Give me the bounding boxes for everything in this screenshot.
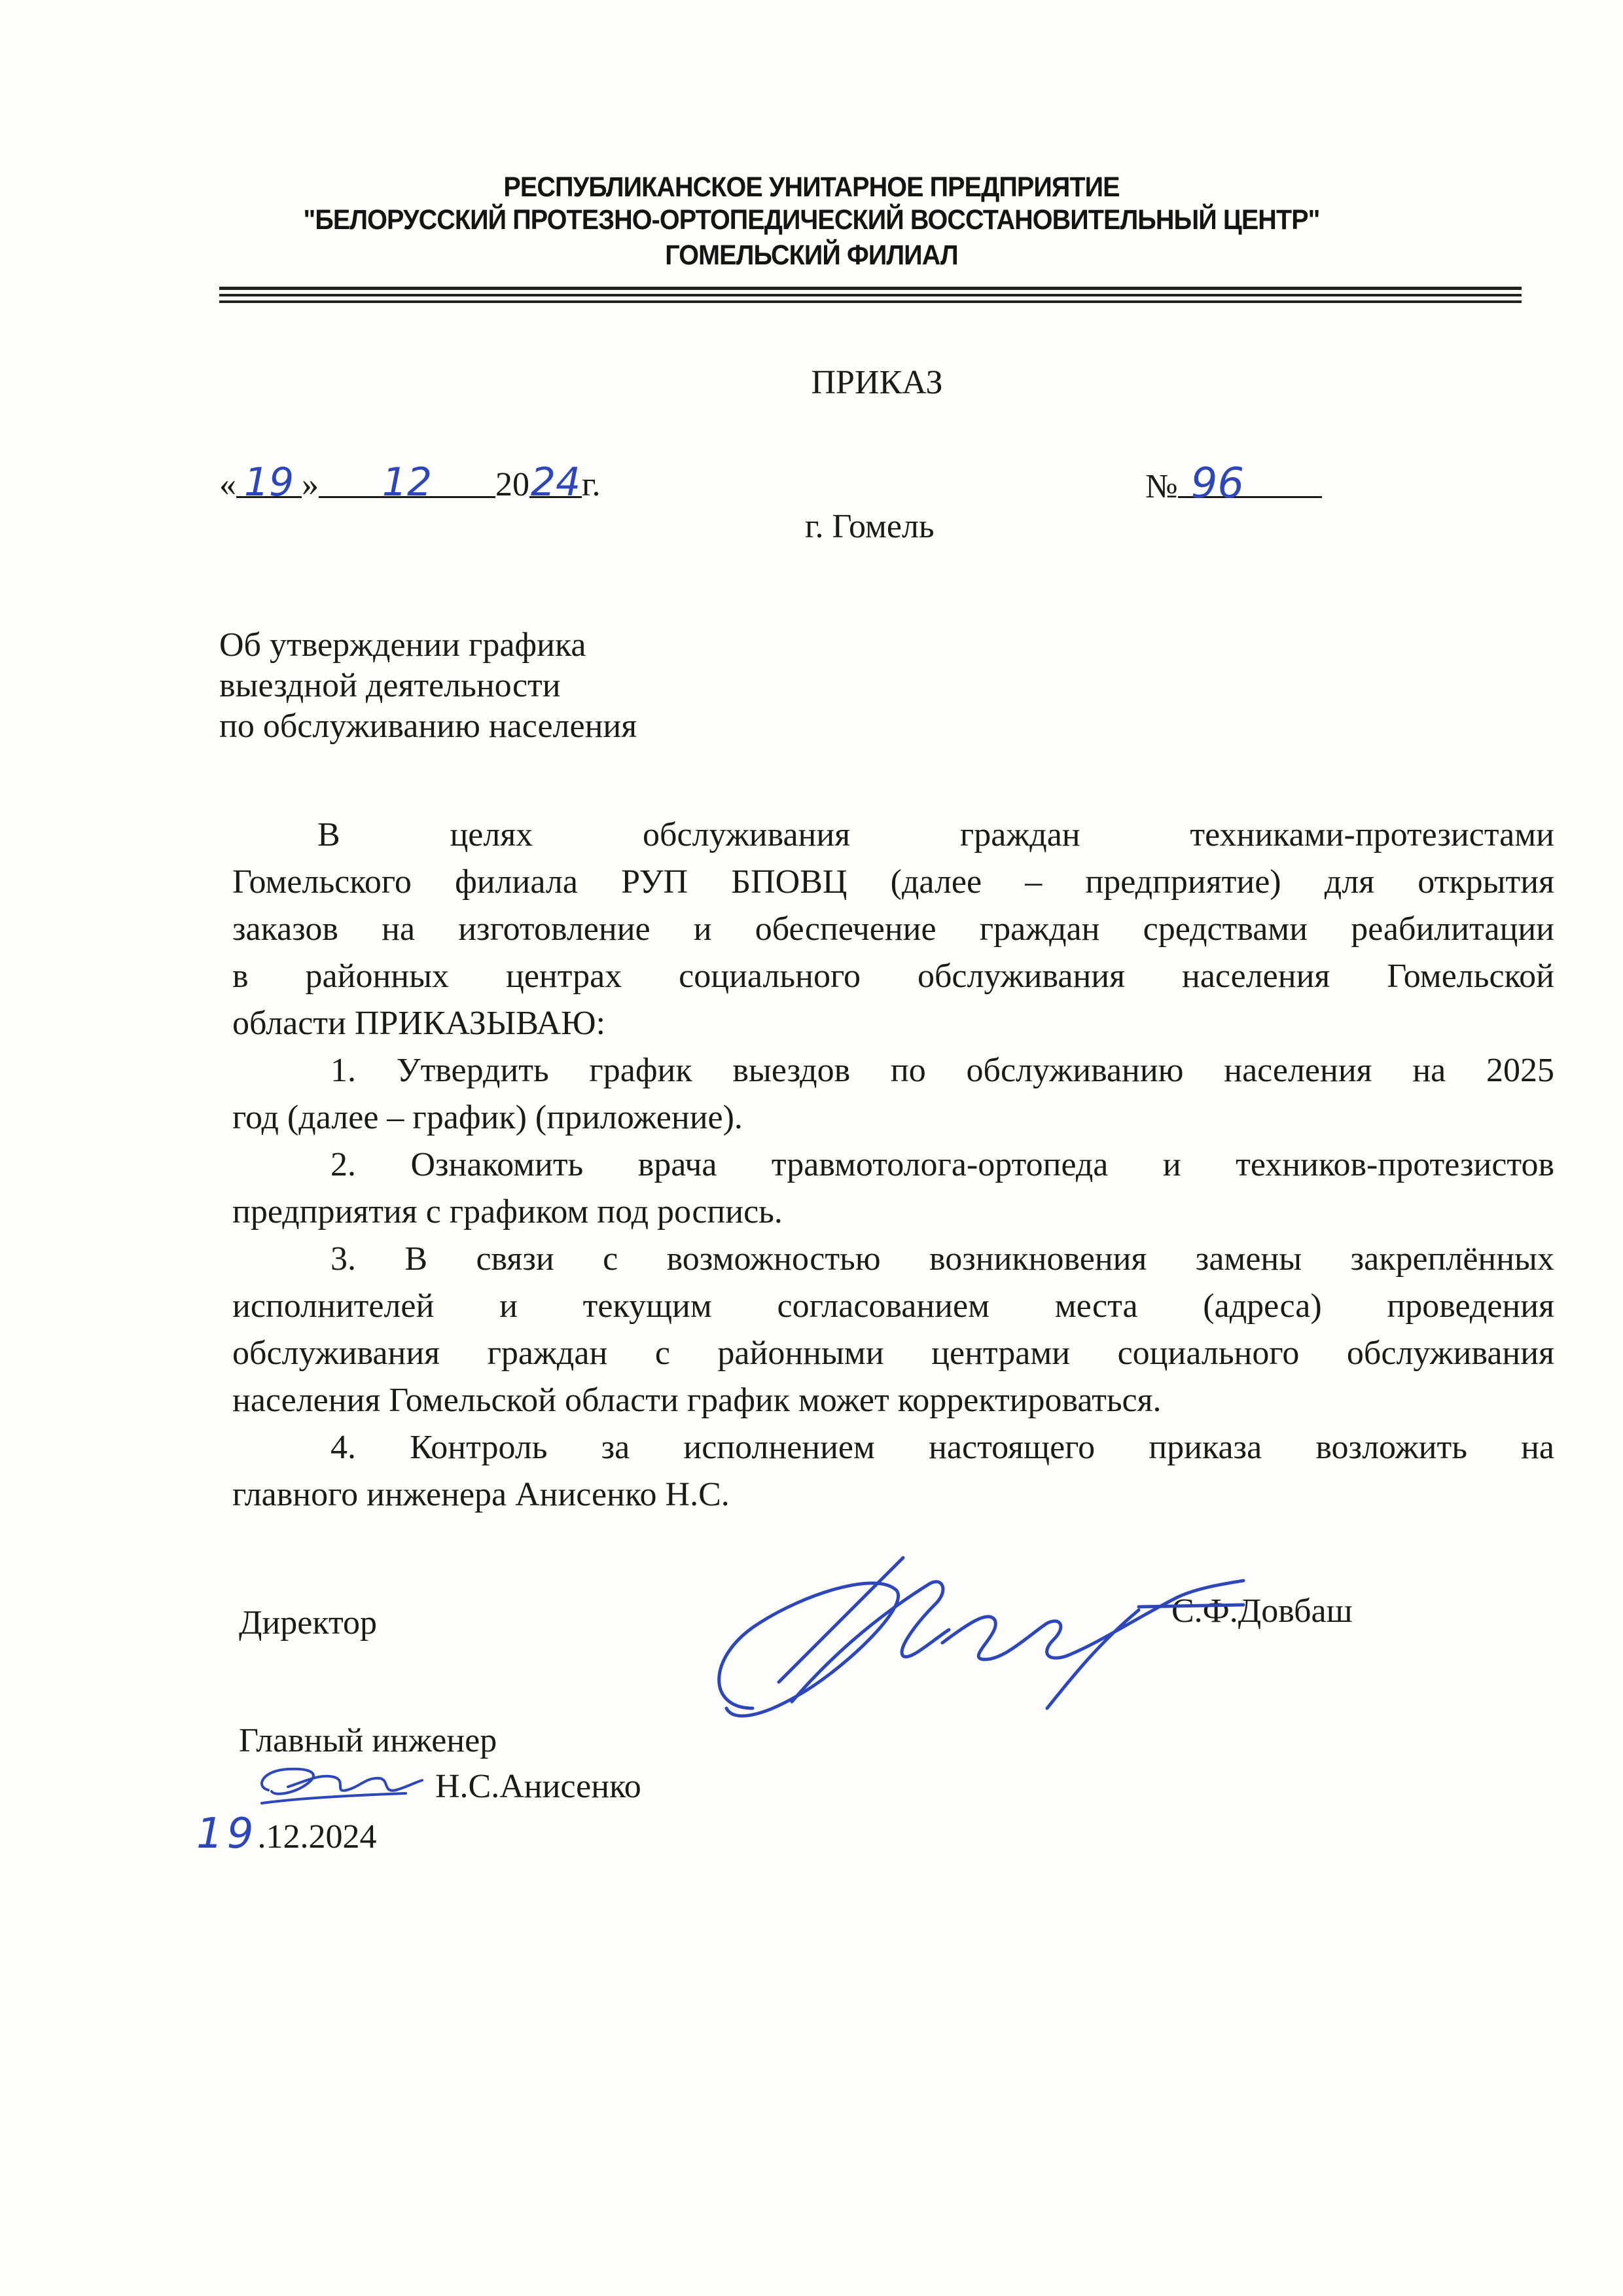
order-date [219,459,600,504]
director-title: Директор [239,1604,377,1641]
order-number [1145,459,1322,506]
subject-line-2: выездной деятельности [219,667,561,704]
date-year-mark: г. [582,466,601,503]
item-3-line-4: населения Гомельской области график может корректироваться. [232,1382,1162,1419]
item-1-line-2: год (далее – график) (приложение). [232,1099,743,1136]
approval-date [196,1810,376,1858]
header-rule [219,287,1522,303]
engineer-signature [249,1757,432,1810]
engineer-name: Н.С.Анисенко [435,1768,641,1805]
document-type: ПРИКАЗ [811,364,943,401]
approval-day: 19 [196,1810,258,1858]
preamble-line-5: области ПРИКАЗЫВАЮ: [232,1005,606,1042]
item-2-line-2: предприятия с графиком под роспись. [232,1193,783,1230]
date-day: 19 [236,459,302,498]
item-1-line-1: 1. Утвердить график выездов по обслуживанию населения на 2025 [330,1052,1554,1089]
item-3-line-3: обслуживания граждан с районными центрами социального обслуживания [232,1335,1554,1372]
date-year-suffix: 24 [530,459,581,505]
city: г. Гомель [805,508,935,545]
org-name-line-3: ГОМЕЛЬСКИЙ ФИЛИАЛ [665,240,958,271]
approval-date-rest: .12.2024 [257,1818,377,1856]
item-4-line-1: 4. Контроль за исполнением настоящего приказа возложить на [330,1429,1554,1466]
preamble [232,812,1554,1047]
order-subject [219,625,637,747]
item-2-line-1: 2. Ознакомить врача травмотолога-ортопеда и техников-протезистов [330,1146,1554,1183]
date-open-quote: « [219,466,236,503]
preamble-line-3: заказов на изготовление и обеспечение граждан средствами реабилитации [232,910,1554,948]
preamble-line-1: В целях обслуживания граждан техниками-протезистами [317,816,1554,853]
date-month: 12 [319,459,495,498]
date-close-quote: » [302,466,319,503]
number-value: 96 [1178,459,1322,498]
engineer-title: Главный инженер [239,1722,497,1759]
subject-line-3: по обслуживанию населения [219,708,637,745]
subject-line-1: Об утверждении графика [219,626,586,664]
item-3-line-2: исполнителей и текущим согласованием места (адреса) проведения [232,1287,1554,1325]
item-4-line-2: главного инженера Анисенко Н.С. [232,1476,730,1513]
order-items [232,1047,1554,1518]
org-name-line-2: "БЕЛОРУССКИЙ ПРОТЕЗНО-ОРТОПЕДИЧЕСКИЙ ВОССТАНОВИТЕЛЬНЫЙ ЦЕНТР" [303,204,1320,236]
date-year-prefix: 20 [495,466,529,503]
director-signature [681,1545,1270,1754]
director-name: С.Ф.Довбаш [1171,1592,1353,1630]
preamble-line-2: Гомельского филиала РУП БПОВЦ (далее – предприятие) для открытия [232,863,1554,901]
preamble-line-4: в районных центрах социального обслуживания населения Гомельской [232,958,1554,995]
number-label: № [1145,468,1178,505]
item-3-line-1: 3. В связи с возможностью возникновения замены закреплённых [330,1240,1554,1278]
org-name-line-1: РЕСПУБЛИКАНСКОЕ УНИТАРНОЕ ПРЕДПРИЯТИЕ [503,171,1120,203]
